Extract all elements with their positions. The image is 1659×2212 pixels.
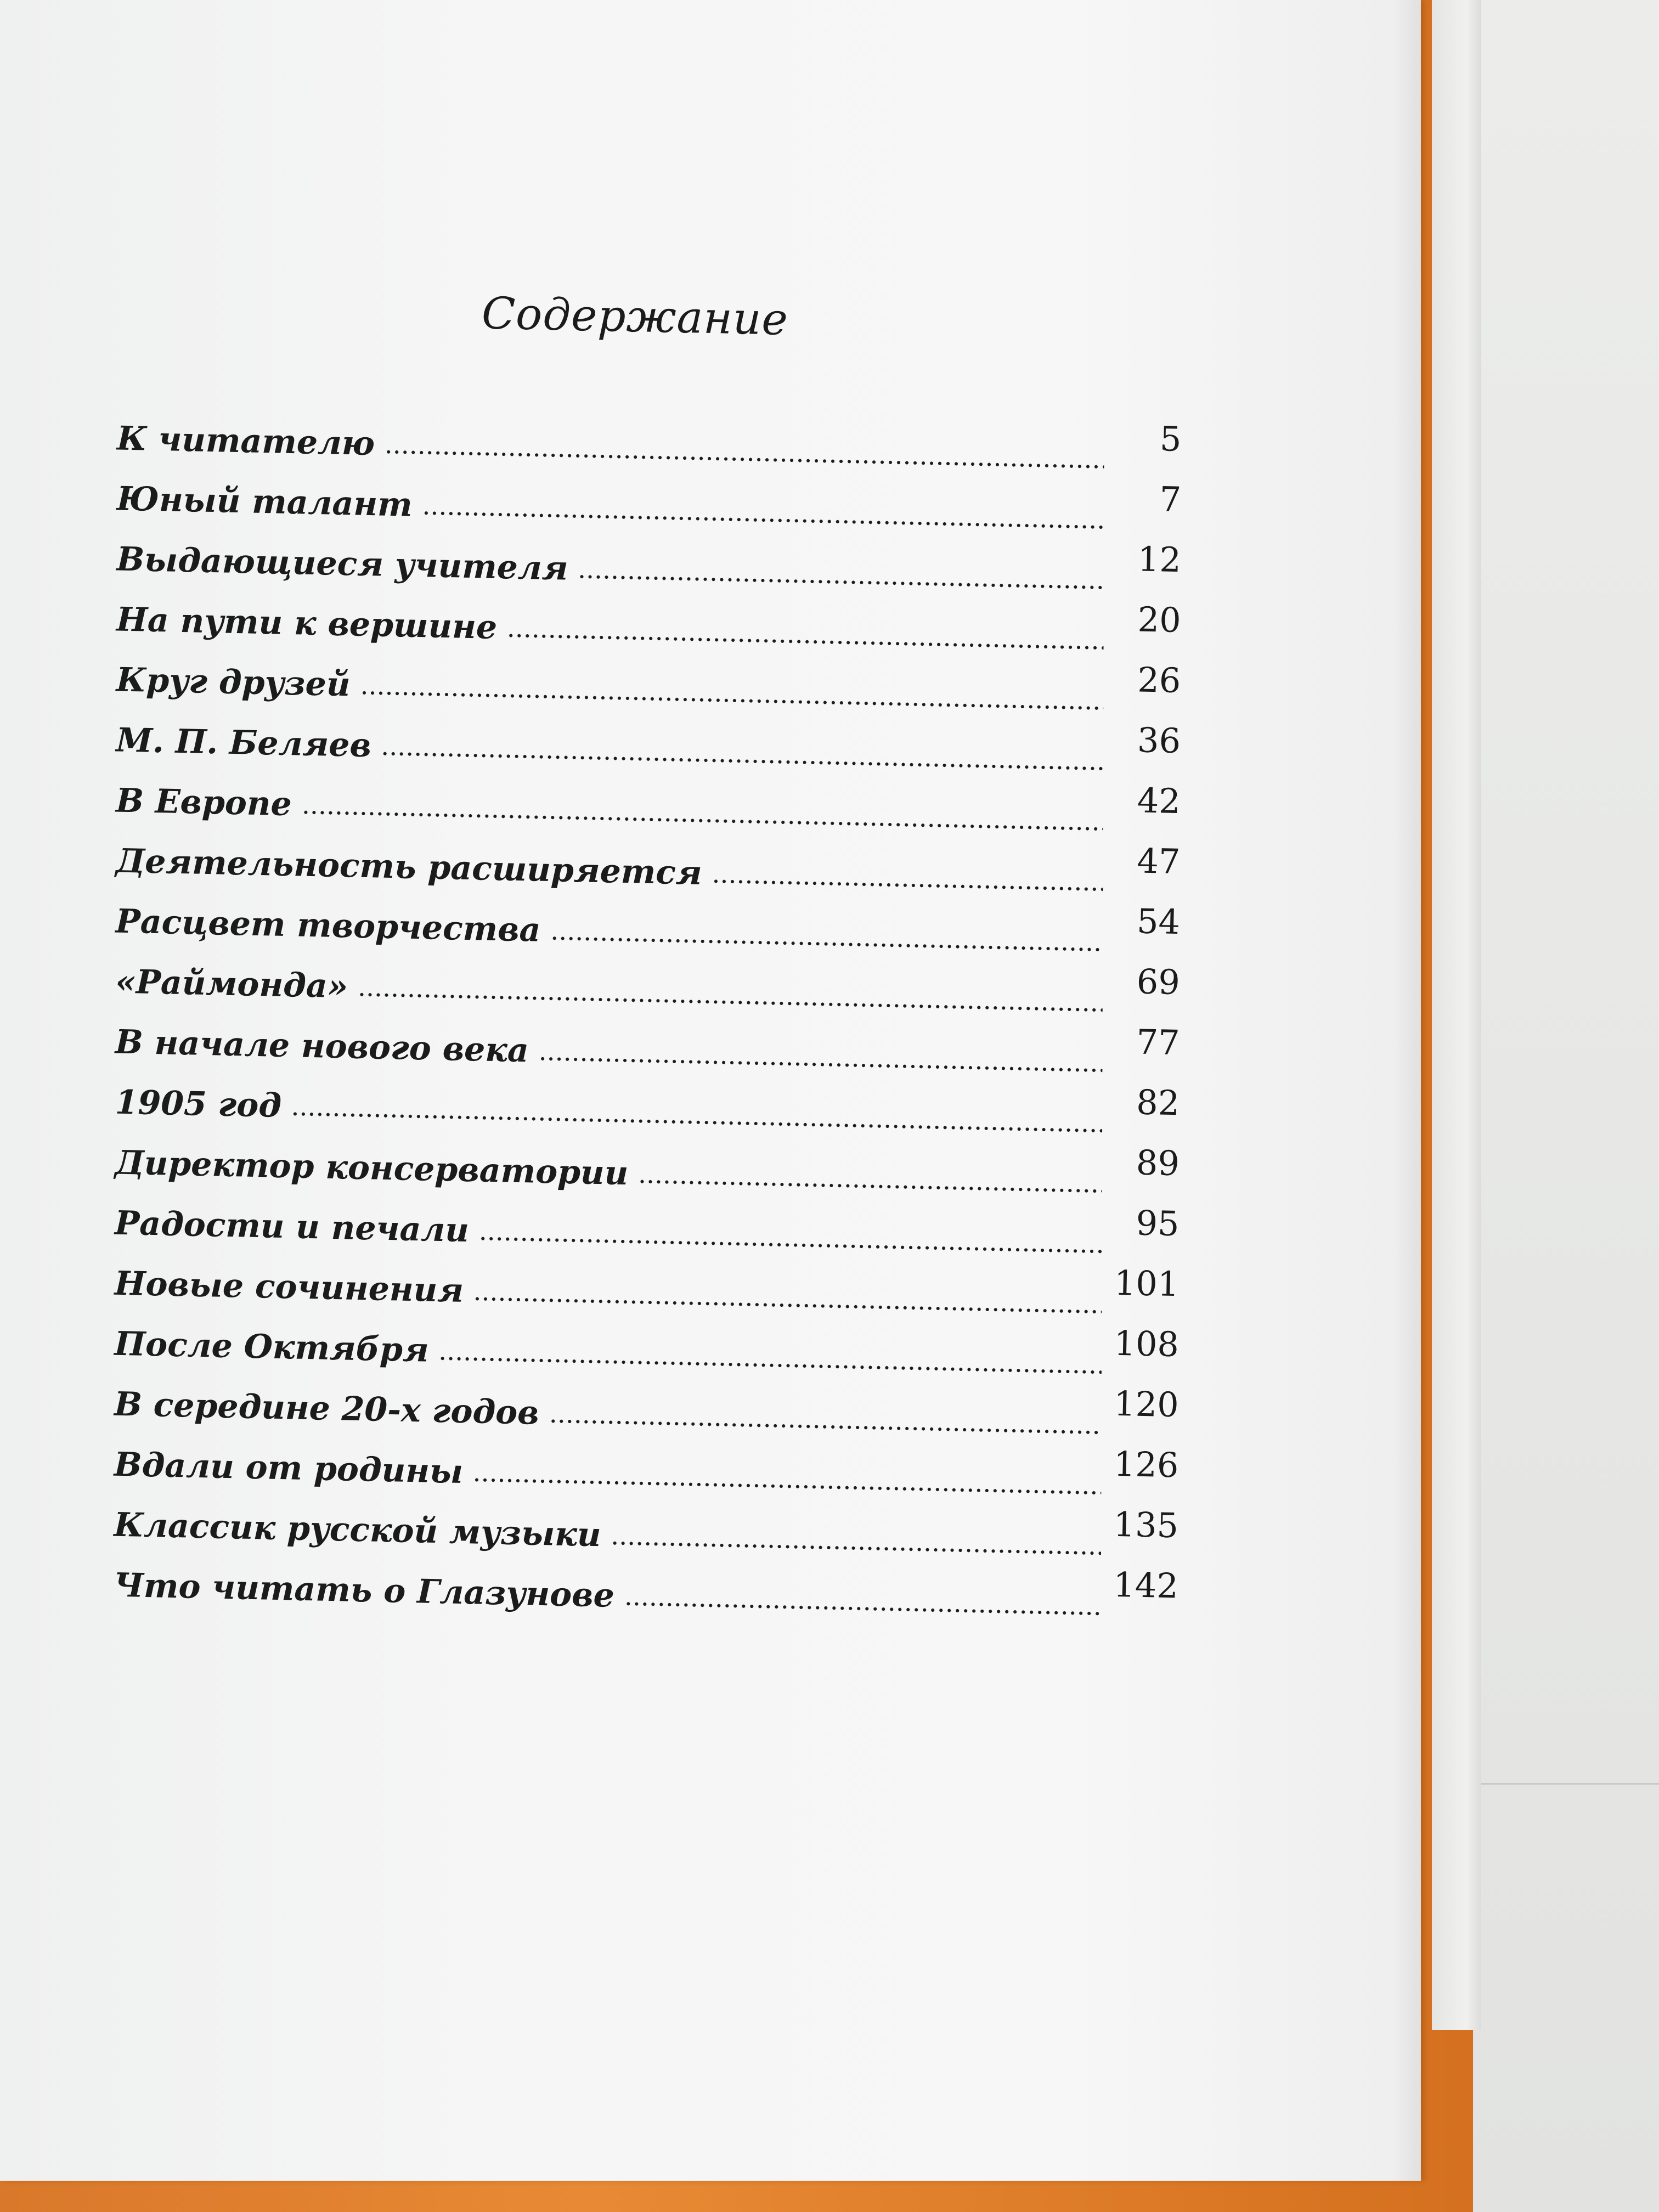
toc-page-number: 54 [1136, 901, 1181, 943]
toc-entry-title: После Октября [114, 1324, 430, 1370]
toc-leader-dots [712, 879, 1103, 891]
toc-entry-title: Юный талант [116, 479, 413, 524]
page-edge-shadow [1393, 0, 1421, 2181]
toc-page-number: 20 [1137, 599, 1182, 641]
toc-entry-title: В Европе [115, 781, 292, 824]
toc-entry-title: 1905 год [115, 1083, 282, 1125]
toc-entry-title: Вдали от родины [114, 1445, 464, 1491]
toc-leader-dots [550, 936, 1103, 952]
toc-leader-dots [624, 1601, 1101, 1616]
toc-entry-title: Директор консерватории [114, 1143, 629, 1193]
toc-page-number: 101 [1114, 1262, 1180, 1305]
toc-page-number: 26 [1137, 659, 1182, 701]
toc-leader-dots [578, 574, 1104, 590]
toc-leader-dots [538, 1057, 1102, 1073]
toc-page-number: 7 [1159, 479, 1182, 520]
toc-entry-title: В середине 20-х годов [114, 1385, 540, 1432]
toc-page-number: 69 [1136, 961, 1181, 1003]
toc-entry-title: К читателю [116, 419, 375, 464]
toc-entry-title: «Раймонда» [115, 962, 349, 1006]
toc-page-number: 108 [1113, 1323, 1180, 1365]
cover-board [1432, 0, 1481, 2030]
toc-list [82, 398, 1204, 1627]
toc-entry-title: Радости и печали [114, 1204, 470, 1250]
toc-page-number: 142 [1113, 1564, 1179, 1606]
table-of-contents [110, 258, 1207, 1615]
toc-leader-dots [473, 1296, 1102, 1314]
toc-entry-title: Выдающиеся учителя [116, 540, 569, 588]
toc-leader-dots [438, 1356, 1102, 1374]
toc-page-number: 42 [1137, 780, 1181, 822]
toc-leader-dots [638, 1180, 1102, 1194]
toc-page-number: 95 [1135, 1203, 1180, 1244]
toc-page-number: 47 [1136, 840, 1181, 882]
toc-leader-dots [611, 1541, 1101, 1556]
toc-page-number: 77 [1136, 1022, 1181, 1063]
toc-page-number: 82 [1136, 1082, 1180, 1124]
toc-page-number: 135 [1113, 1504, 1179, 1546]
toc-entry-title: На пути к вершине [116, 600, 498, 647]
toc-entry-title: Расцвет творчества [115, 902, 541, 950]
toc-page-number: 89 [1136, 1142, 1180, 1184]
toc-entry-title: Что читать о Глазунове [113, 1566, 615, 1615]
toc-entry-title: В начале нового века [115, 1023, 529, 1070]
toc-title: Содержание [481, 287, 789, 345]
toc-leader-dots [507, 633, 1104, 650]
toc-entry-title: Круг друзей [116, 661, 351, 704]
toc-entry-title: М. П. Беляев [115, 721, 372, 765]
toc-entry-title: Новые сочинения [114, 1264, 464, 1310]
toc-page-number: 120 [1113, 1383, 1180, 1425]
toc-page-number: 5 [1159, 419, 1182, 459]
toc-entry-title: Классик русской музыки [113, 1505, 602, 1555]
toc-page-number: 126 [1113, 1443, 1180, 1486]
toc-entry-title: Деятельность расширяется [115, 842, 703, 893]
toc-leader-dots [479, 1236, 1102, 1254]
toc-page-number: 36 [1137, 720, 1181, 761]
toc-leader-dots [549, 1419, 1101, 1435]
toc-leader-dots [473, 1477, 1102, 1495]
toc-page-number: 12 [1137, 539, 1182, 580]
